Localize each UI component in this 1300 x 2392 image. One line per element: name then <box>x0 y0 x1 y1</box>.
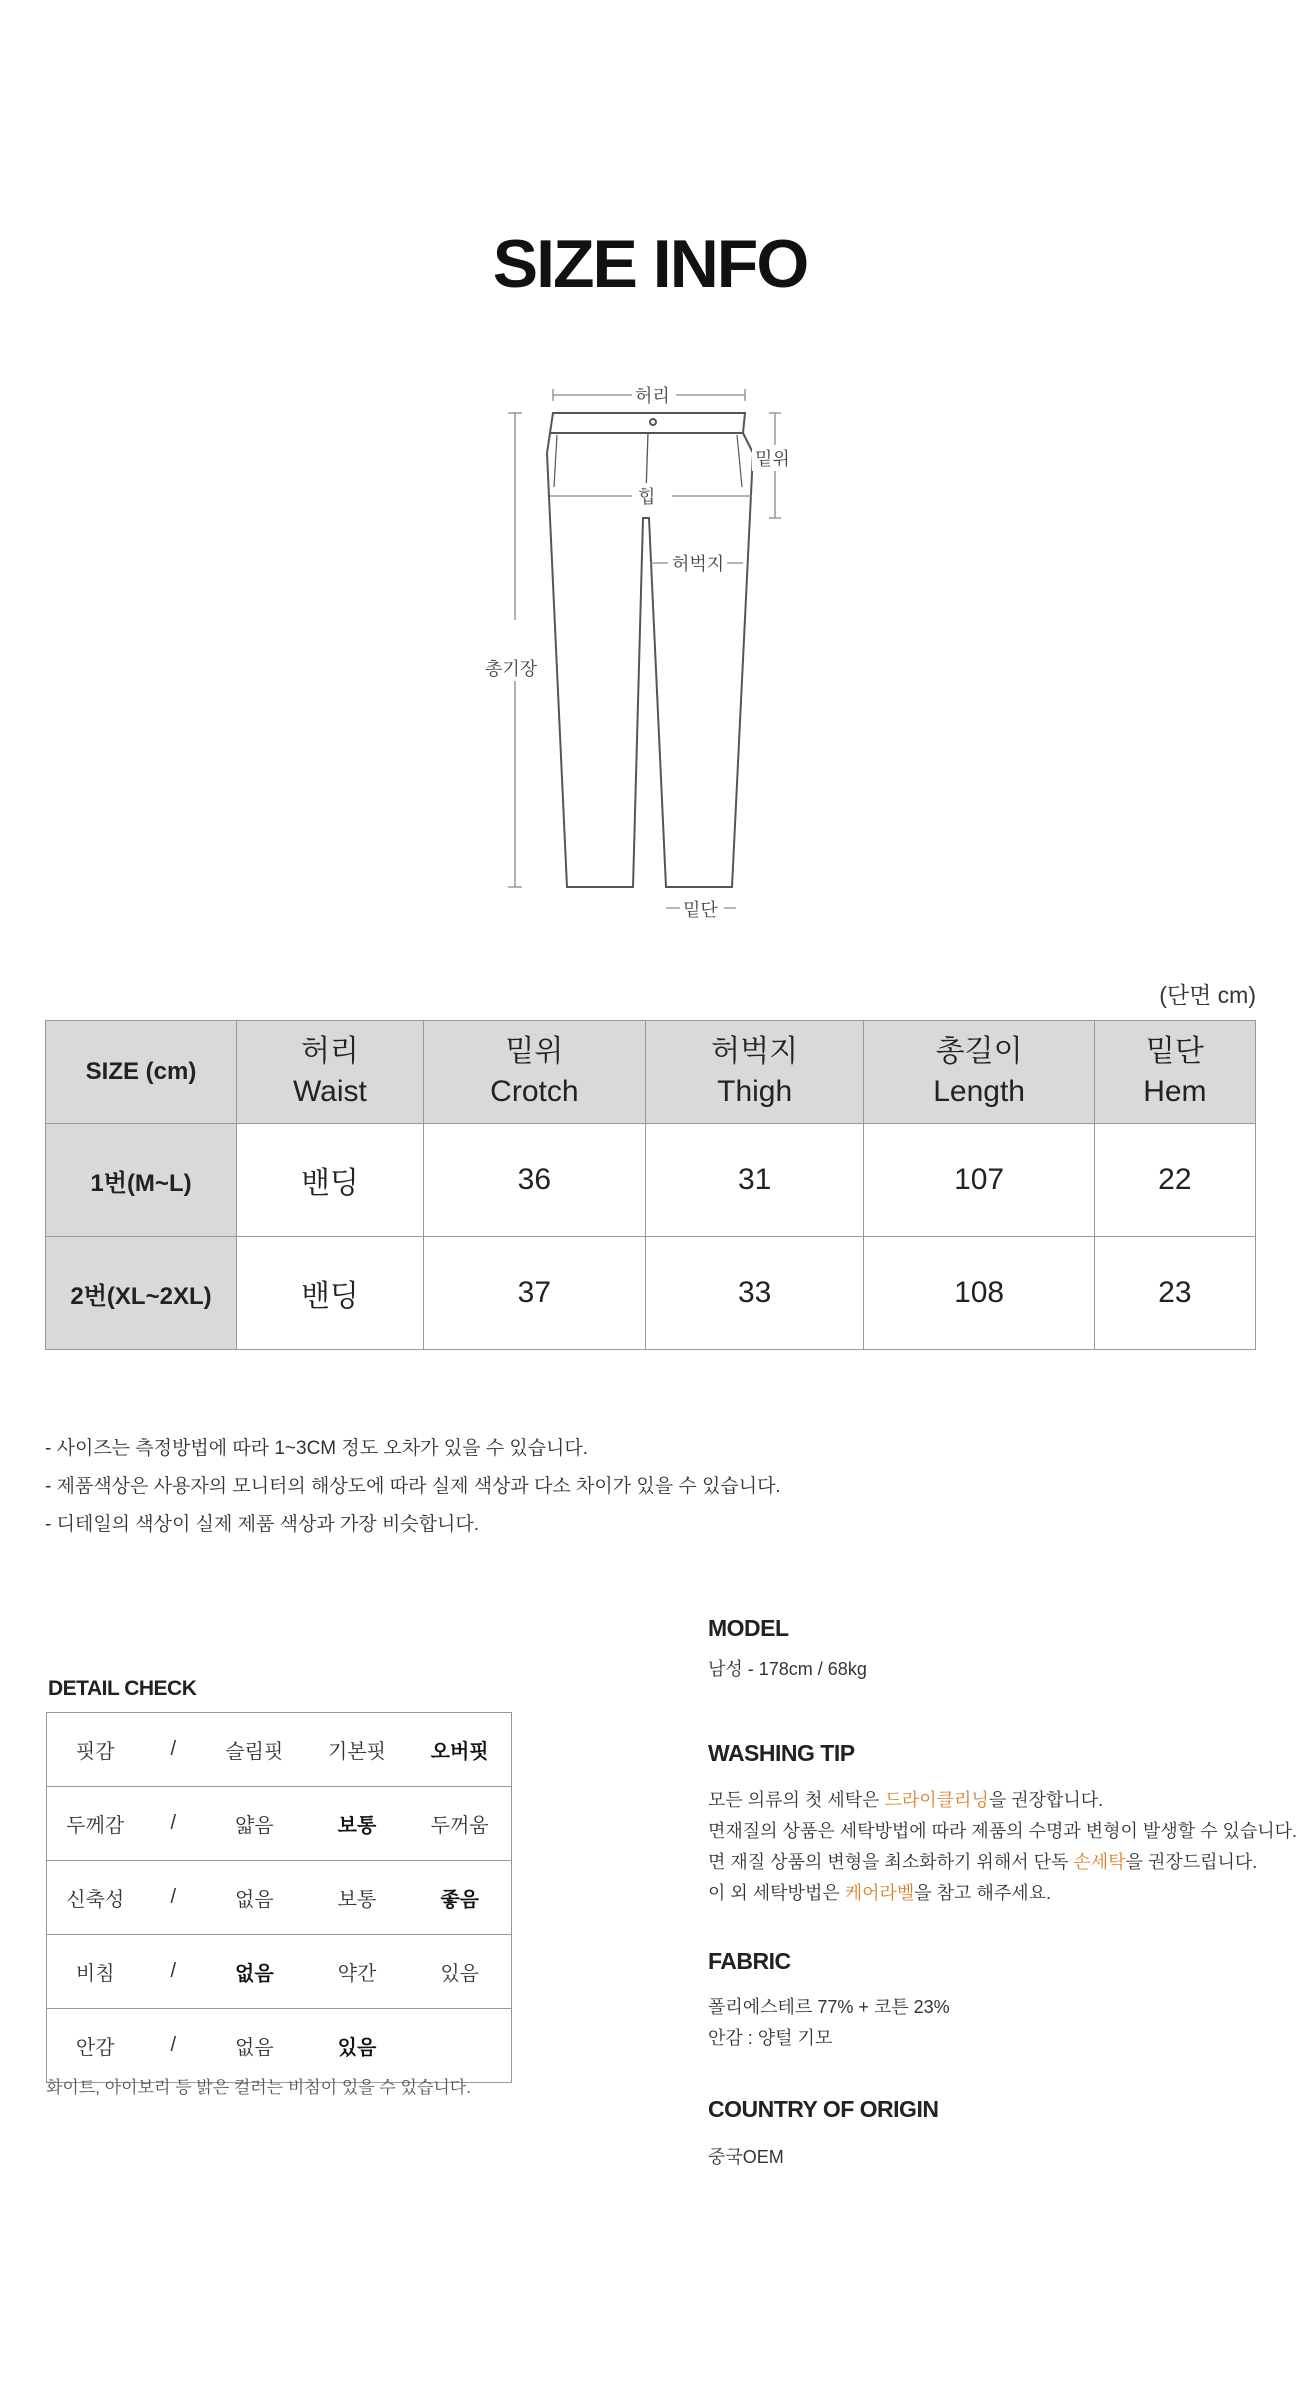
detail-check-title: DETAIL CHECK <box>48 1677 197 1700</box>
note-line: - 사이즈는 측정방법에 따라 1~3CM 정도 오차가 있을 수 있습니다. <box>45 1438 589 1459</box>
detail-option: 보통 <box>306 1861 409 1935</box>
detail-row-fit <box>47 1713 512 1787</box>
cell-thigh: 31 <box>645 1124 864 1237</box>
note-line: - 제품색상은 사용자의 모니터의 해상도에 따라 실제 색상과 다소 차이가 있을 수 있습니다. <box>45 1476 781 1497</box>
size-header-corner: SIZE (cm) <box>46 1021 237 1124</box>
detail-row-sheerness <box>47 1935 512 2009</box>
model-heading: MODEL <box>708 1615 789 1641</box>
size-table <box>45 1020 1256 1350</box>
separator: / <box>144 1787 204 1861</box>
hip-label: 힙 <box>635 483 658 509</box>
row-size-label: 1번(M~L) <box>46 1124 237 1237</box>
size-notes <box>45 1430 781 1544</box>
separator: / <box>144 1713 204 1787</box>
fabric-heading: FABRIC <box>708 1948 791 1974</box>
detail-option: 두꺼움 <box>408 1787 511 1861</box>
column-header-length: 총길이 Length <box>864 1021 1094 1124</box>
washing-heading: WASHING TIP <box>708 1740 855 1766</box>
thigh-label: 허벅지 <box>669 550 727 576</box>
detail-label: 핏감 <box>47 1713 144 1787</box>
pants-size-diagram <box>440 375 840 935</box>
detail-option: 기본핏 <box>306 1713 409 1787</box>
separator: / <box>144 2009 204 2083</box>
note-line: - 디테일의 색상이 실제 제품 색상과 가장 비슷합니다. <box>45 1514 479 1535</box>
separator: / <box>144 1861 204 1935</box>
detail-option-selected: 있음 <box>306 2009 409 2083</box>
detail-option: 없음 <box>203 1861 306 1935</box>
length-label: 총기장 <box>482 655 540 681</box>
detail-option <box>408 2009 511 2083</box>
washing-line-4: 이 외 세탁방법은 케어라벨을 참고 해주세요. <box>708 1883 1051 1903</box>
table-row <box>46 1237 1256 1350</box>
page-title: SIZE INFO <box>492 226 808 302</box>
separator: / <box>144 1935 204 2009</box>
cell-length: 108 <box>864 1237 1094 1350</box>
model-info: 남성 - 178cm / 68kg <box>708 1659 867 1679</box>
detail-label: 비침 <box>47 1935 144 2009</box>
fabric-info <box>708 1992 950 2054</box>
highlight-dry-cleaning: 드라이클리닝 <box>884 1790 989 1810</box>
cell-hem: 23 <box>1094 1237 1255 1350</box>
detail-option: 슬림핏 <box>203 1713 306 1787</box>
cell-crotch: 36 <box>423 1124 645 1237</box>
detail-option-selected: 좋음 <box>408 1861 511 1935</box>
detail-check-note: 화이트, 아이보리 등 밝은 컬러는 비침이 있을 수 있습니다. <box>46 2078 471 2097</box>
waist-label: 허리 <box>632 382 673 408</box>
crotch-label: 밑위 <box>752 445 793 471</box>
detail-label: 두께감 <box>47 1787 144 1861</box>
detail-row-lining <box>47 2009 512 2083</box>
cell-length: 107 <box>864 1124 1094 1237</box>
cell-crotch: 37 <box>423 1237 645 1350</box>
detail-option: 있음 <box>408 1935 511 2009</box>
table-row <box>46 1124 1256 1237</box>
washing-line-1: 모든 의류의 첫 세탁은 드라이클리닝을 권장합니다. <box>708 1790 1104 1810</box>
unit-label: (단면 cm) <box>1159 982 1256 1008</box>
highlight-hand-wash: 손세탁 <box>1073 1852 1126 1872</box>
highlight-care-label: 케어라벨 <box>844 1883 915 1903</box>
detail-option-selected: 오버핏 <box>408 1713 511 1787</box>
cell-thigh: 33 <box>645 1237 864 1350</box>
fabric-lining: 안감 : 양털 기모 <box>708 2028 833 2048</box>
detail-row-thickness <box>47 1787 512 1861</box>
fabric-composition: 폴리에스테르 77% + 코튼 23% <box>708 1997 950 2017</box>
detail-option: 얇음 <box>203 1787 306 1861</box>
washing-text <box>708 1785 1297 1909</box>
column-header-crotch: 밑위 Crotch <box>423 1021 645 1124</box>
detail-check-table <box>46 1712 512 2083</box>
detail-option-selected: 없음 <box>203 1935 306 2009</box>
detail-row-stretch <box>47 1861 512 1935</box>
washing-line-2: 면재질의 상품은 세탁방법에 따라 제품의 수명과 변형이 발생할 수 있습니다. <box>708 1821 1298 1841</box>
detail-option-selected: 보통 <box>306 1787 409 1861</box>
cell-waist: 밴딩 <box>237 1124 424 1237</box>
hem-label: 밑단 <box>680 896 721 922</box>
cell-waist: 밴딩 <box>237 1237 424 1350</box>
washing-line-3: 면 재질 상품의 변형을 최소화하기 위해서 단독 손세탁을 권장드립니다. <box>708 1852 1258 1872</box>
detail-label: 신축성 <box>47 1861 144 1935</box>
column-header-waist: 허리 Waist <box>237 1021 424 1124</box>
detail-option: 약간 <box>306 1935 409 2009</box>
cell-hem: 22 <box>1094 1124 1255 1237</box>
origin-heading: COUNTRY OF ORIGIN <box>708 2096 939 2122</box>
detail-option: 없음 <box>203 2009 306 2083</box>
column-header-hem: 밑단 Hem <box>1094 1021 1255 1124</box>
origin-info: 중국OEM <box>708 2147 784 2167</box>
row-size-label: 2번(XL~2XL) <box>46 1237 237 1350</box>
size-table-header <box>46 1021 1256 1124</box>
column-header-thigh: 허벅지 Thigh <box>645 1021 864 1124</box>
detail-label: 안감 <box>47 2009 144 2083</box>
